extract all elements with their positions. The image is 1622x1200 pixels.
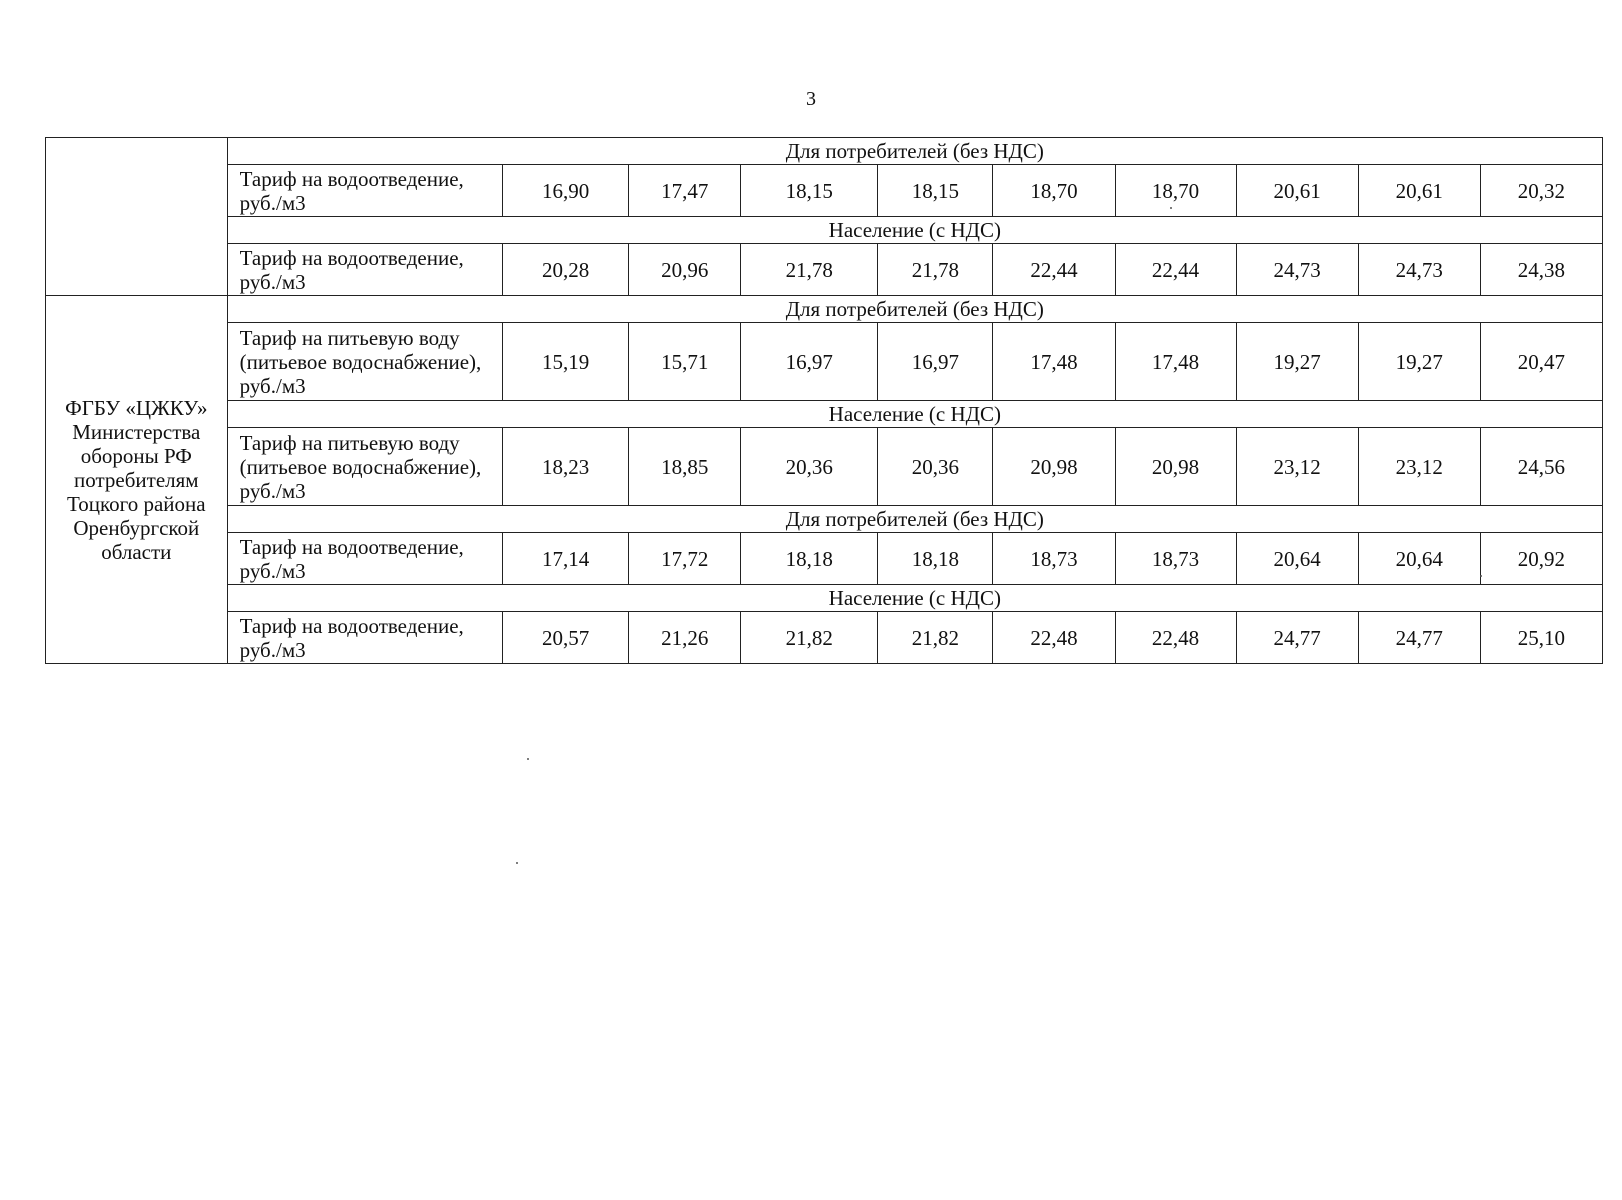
tariff-value: 15,71	[629, 323, 741, 401]
tariff-label	[227, 323, 502, 401]
tariff-table	[45, 137, 1603, 664]
tariff-value: 18,15	[878, 165, 993, 217]
section-header-row	[46, 138, 1603, 165]
tariff-value: 20,36	[878, 428, 993, 506]
scan-speck	[1170, 207, 1172, 209]
scan-speck	[516, 862, 518, 864]
scan-speck	[1480, 575, 1482, 577]
section-header-row	[46, 585, 1603, 612]
tariff-value: 17,14	[503, 533, 629, 585]
tariff-value: 21,78	[741, 244, 878, 296]
tariff-value: 17,48	[1115, 323, 1236, 401]
tariff-label	[227, 533, 502, 585]
tariff-row	[46, 533, 1603, 585]
organization-name-line: области	[101, 539, 172, 564]
tariff-value: 18,18	[741, 533, 878, 585]
tariff-value: 18,18	[878, 533, 993, 585]
tariff-value: 23,12	[1358, 428, 1480, 506]
organization-name-line: Тоцкого района	[67, 491, 206, 516]
tariff-value: 18,73	[1115, 533, 1236, 585]
tariff-value: 22,44	[993, 244, 1115, 296]
tariff-value: 20,61	[1236, 165, 1358, 217]
organization-name-line: Министерства	[72, 419, 201, 444]
tariff-label-line: Тариф на водоотведение,	[239, 166, 464, 191]
tariff-value: 17,47	[629, 165, 741, 217]
tariff-value: 16,97	[741, 323, 878, 401]
organization-name-line: ФГБУ «ЦЖКУ»	[65, 395, 208, 420]
tariff-row	[46, 428, 1603, 506]
tariff-label-line: Тариф на водоотведение,	[239, 613, 464, 638]
tariff-value: 18,73	[993, 533, 1115, 585]
tariff-value: 18,70	[1115, 165, 1236, 217]
scan-speck	[527, 758, 529, 760]
section-header: Население (с НДС)	[227, 401, 1602, 428]
tariff-value: 20,36	[741, 428, 878, 506]
tariff-value: 25,10	[1480, 612, 1602, 664]
tariff-value: 19,27	[1236, 323, 1358, 401]
table-body	[46, 138, 1603, 664]
tariff-value: 17,72	[629, 533, 741, 585]
tariff-label-line: руб./м3	[239, 373, 306, 398]
tariff-label-line: Тариф на водоотведение,	[239, 245, 464, 270]
tariff-value: 16,90	[503, 165, 629, 217]
organization-name-line: Оренбургской	[73, 515, 200, 540]
tariff-value: 18,85	[629, 428, 741, 506]
tariff-label-line: руб./м3	[239, 558, 306, 583]
tariff-value: 22,48	[993, 612, 1115, 664]
tariff-value: 20,96	[629, 244, 741, 296]
tariff-value: 23,12	[1236, 428, 1358, 506]
tariff-value: 21,82	[878, 612, 993, 664]
tariff-value: 20,57	[503, 612, 629, 664]
tariff-label-line: руб./м3	[239, 269, 306, 294]
organization-name-line: обороны РФ	[80, 443, 192, 468]
tariff-row	[46, 323, 1603, 401]
tariff-label	[227, 612, 502, 664]
tariff-value: 18,70	[993, 165, 1115, 217]
tariff-value: 18,15	[741, 165, 878, 217]
tariff-value: 20,92	[1480, 533, 1602, 585]
tariff-label-line: (питьевое водоснабжение),	[239, 454, 482, 479]
tariff-value: 24,77	[1358, 612, 1480, 664]
organization-cell	[46, 138, 228, 296]
tariff-value: 22,48	[1115, 612, 1236, 664]
tariff-value: 15,19	[503, 323, 629, 401]
section-header: Для потребителей (без НДС)	[227, 138, 1602, 165]
tariff-value: 24,56	[1480, 428, 1602, 506]
tariff-value: 19,27	[1358, 323, 1480, 401]
tariff-row	[46, 244, 1603, 296]
tariff-label-line: Тариф на питьевую воду	[239, 430, 460, 455]
tariff-value: 24,73	[1358, 244, 1480, 296]
tariff-value: 18,23	[503, 428, 629, 506]
tariff-label-line: руб./м3	[239, 190, 306, 215]
tariff-value: 24,77	[1236, 612, 1358, 664]
section-header-row	[46, 401, 1603, 428]
tariff-row	[46, 165, 1603, 217]
tariff-value: 24,38	[1480, 244, 1602, 296]
section-header-row	[46, 506, 1603, 533]
section-header: Население (с НДС)	[227, 217, 1602, 244]
tariff-value: 22,44	[1115, 244, 1236, 296]
section-header: Для потребителей (без НДС)	[227, 296, 1602, 323]
organization-cell	[46, 296, 228, 664]
tariff-label-line: Тариф на водоотведение,	[239, 534, 464, 559]
tariff-value: 20,28	[503, 244, 629, 296]
tariff-label	[227, 244, 502, 296]
tariff-value: 20,64	[1236, 533, 1358, 585]
tariff-label-line: руб./м3	[239, 637, 306, 662]
section-header-row	[46, 217, 1603, 244]
page-number: 3	[806, 88, 816, 110]
tariff-label-line: руб./м3	[239, 478, 306, 503]
tariff-row	[46, 612, 1603, 664]
tariff-value: 21,82	[741, 612, 878, 664]
section-header: Население (с НДС)	[227, 585, 1602, 612]
organization-name-line: потребителям	[74, 467, 199, 492]
tariff-value: 20,98	[1115, 428, 1236, 506]
tariff-value: 21,26	[629, 612, 741, 664]
tariff-value: 17,48	[993, 323, 1115, 401]
tariff-value: 20,64	[1358, 533, 1480, 585]
section-header: Для потребителей (без НДС)	[227, 506, 1602, 533]
tariff-value: 20,32	[1480, 165, 1602, 217]
tariff-label	[227, 165, 502, 217]
tariff-value: 16,97	[878, 323, 993, 401]
tariff-label-line: Тариф на питьевую воду	[239, 325, 460, 350]
section-header-row	[46, 296, 1603, 323]
tariff-label	[227, 428, 502, 506]
tariff-value: 20,47	[1480, 323, 1602, 401]
tariff-label-line: (питьевое водоснабжение),	[239, 349, 482, 374]
tariff-value: 20,61	[1358, 165, 1480, 217]
tariff-value: 24,73	[1236, 244, 1358, 296]
tariff-value: 20,98	[993, 428, 1115, 506]
tariff-value: 21,78	[878, 244, 993, 296]
